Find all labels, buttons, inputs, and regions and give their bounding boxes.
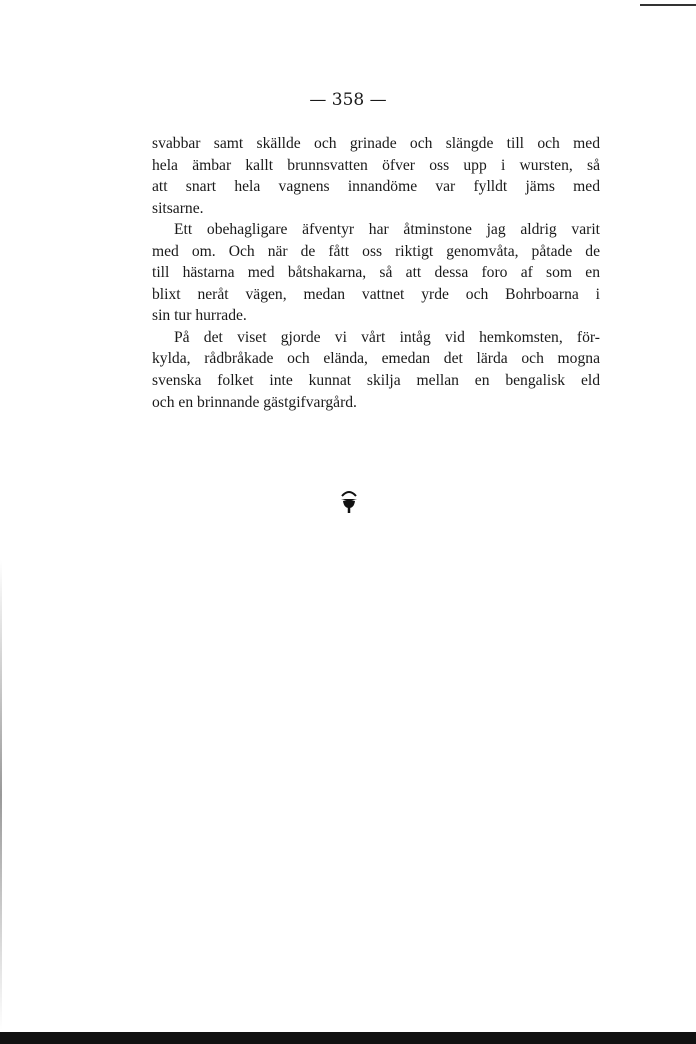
- body-text: [152, 133, 600, 413]
- text-line: hela ämbar kallt brunnsvatten öfver oss upp i wursten, så: [152, 156, 600, 174]
- scan-edge-shadow: [0, 560, 2, 1030]
- text-line: och en brinnande gästgifvargård.: [152, 393, 357, 411]
- text-line: med om. Och när de fått oss riktigt genomvåta, påtade de: [152, 242, 600, 260]
- fleuron-ornament-icon: [338, 488, 360, 514]
- text-line: blixt neråt vägen, medan vattnet yrde och Bohrboarna i: [152, 285, 600, 303]
- text-line: svabbar samt skällde och grinade och slängde till och med: [152, 135, 600, 152]
- text-line: Ett obehagligare äfventyr har åtminstone jag aldrig varit: [174, 221, 600, 239]
- text-line: kylda, rådbråkade och elända, emedan det lärda och mogna: [152, 350, 600, 368]
- text-line: sin tur hurrade.: [152, 307, 247, 325]
- text-line: svenska folket inte kunnat skilja mellan en bengalisk eld: [152, 372, 600, 390]
- text-line: sitsarne.: [152, 199, 204, 217]
- page-number: — 358 —: [309, 90, 387, 110]
- text-line: att snart hela vagnens innandöme var fylldt jäms med: [152, 178, 600, 196]
- text-line: till hästarna med båtshakarna, så att dessa foro af som en: [152, 264, 600, 282]
- scan-bottom-border: [0, 1032, 696, 1044]
- scan-edge-line: [640, 4, 696, 6]
- text-line: På det viset gjorde vi vårt intåg vid hemkomsten, för-: [174, 328, 600, 346]
